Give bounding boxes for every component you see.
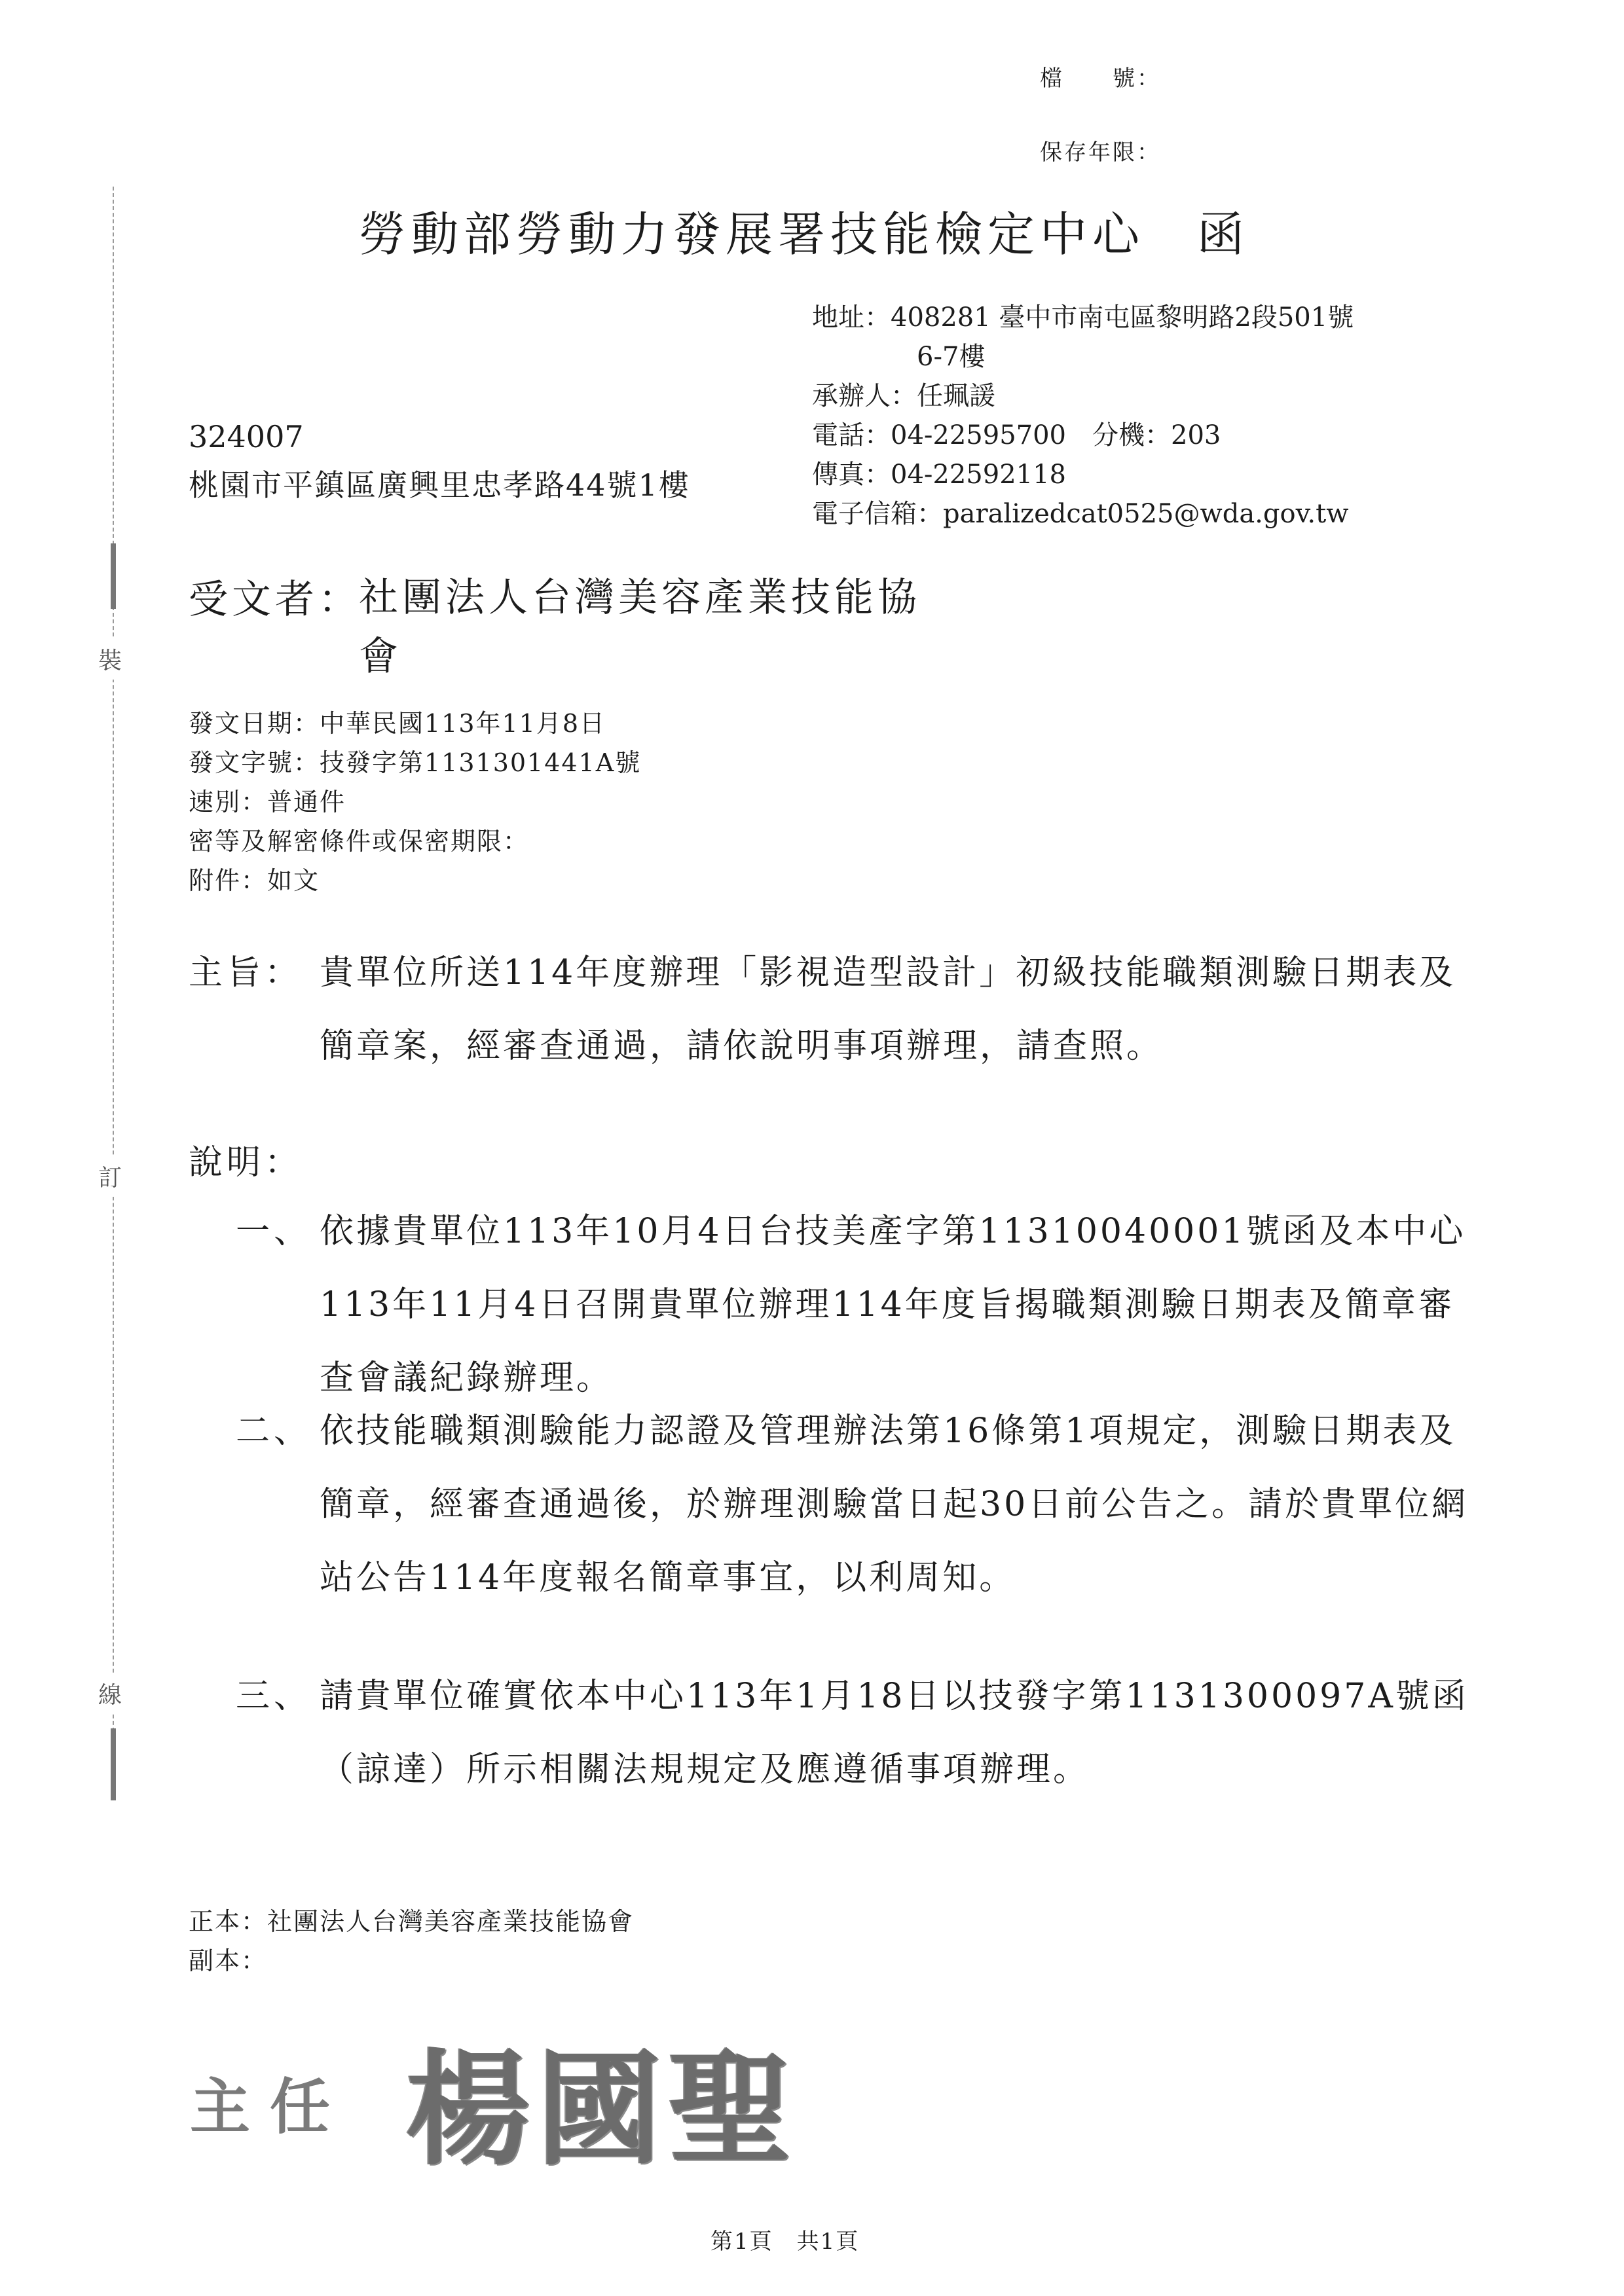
distribution-original: 正本：社團法人台灣美容產業技能協會: [189, 1907, 635, 1936]
seal-title: 主任: [190, 2071, 350, 2142]
contact-phone: 電話：04-22595700 分機：203: [812, 420, 1221, 450]
attachment: 附件：如文: [189, 866, 320, 895]
explanation-item-number: 三、: [236, 1677, 312, 1716]
delivery-speed: 速別：普通件: [189, 788, 346, 816]
explanation-item-text: 請貴單位確實依本中心113年1月18日以技發字第1131300097A號函（諒達）所示相關法規規定及應遵循事項辦理。: [320, 1677, 1469, 1789]
binding-mark: [111, 1728, 116, 1800]
contact-address-1: 地址：408281 臺中市南屯區黎明路2段501號: [812, 302, 1354, 333]
recipient-address: 桃園市平鎮區廣興里忠孝路44號1樓: [189, 467, 690, 503]
explanation-item-text: 依技能職類測驗能力認證及管理辦法第16條第1項規定，測驗日期表及簡章，經審查通過後，於辦理測驗當日起30日前公告之。請於貴單位網站公告114年度報名簡章事宜，以利周知。: [320, 1412, 1469, 1597]
page-number: 第1頁 共1頁: [710, 2229, 860, 2255]
subject-label: 主旨：: [189, 953, 303, 993]
document-title: 勞動部勞動力發展署技能檢定中心 函: [359, 207, 1250, 262]
binding-mark: [111, 543, 116, 609]
retention-label: 保存年限：: [1040, 139, 1161, 166]
binding-char-zhuang: 裝: [98, 638, 122, 680]
distribution-copy: 副本：: [189, 1946, 268, 1975]
contact-handler: 承辦人：任珮諼: [812, 381, 995, 411]
receiver-label: 受文者：: [189, 577, 361, 623]
seal-name: 楊國聖: [406, 2036, 800, 2182]
recipient-postal-code: 324007: [189, 419, 304, 454]
contact-email: 電子信箱：paralizedcat0525@wda.gov.tw: [812, 499, 1349, 529]
issue-date: 發文日期：中華民國113年11月8日: [189, 709, 606, 738]
explanation-item-text: 依據貴單位113年10月4日台技美產字第11310040001號函及本中心113年11月4日召開貴單位辦理114年度旨揭職類測驗日期表及簡章審查會議紀錄辦理。: [320, 1212, 1466, 1398]
contact-address-2: 6-7樓: [917, 342, 986, 372]
explanation-item-number: 二、: [236, 1412, 312, 1451]
receiver-name: 社團法人台灣美容產業技能協會: [359, 575, 921, 680]
binding-line: [113, 187, 114, 1797]
binding-char-xian: 線: [98, 1673, 122, 1714]
subject-text: 貴單位所送114年度辦理「影視造型設計」初級技能職類測驗日期表及簡章案，經審查通過，請依說明事項辦理，請查照。: [320, 953, 1456, 1066]
binding-char-ding: 訂: [98, 1156, 122, 1197]
explanation-item-number: 一、: [236, 1212, 312, 1251]
contact-fax: 傳真：04-22592118: [812, 460, 1067, 490]
document-number: 發文字號：技發字第1131301441A號: [189, 748, 642, 777]
explanation-label: 說明：: [189, 1143, 303, 1182]
secrecy-level: 密等及解密條件或保密期限：: [189, 827, 530, 856]
file-number-label: 檔 號：: [1040, 65, 1161, 92]
